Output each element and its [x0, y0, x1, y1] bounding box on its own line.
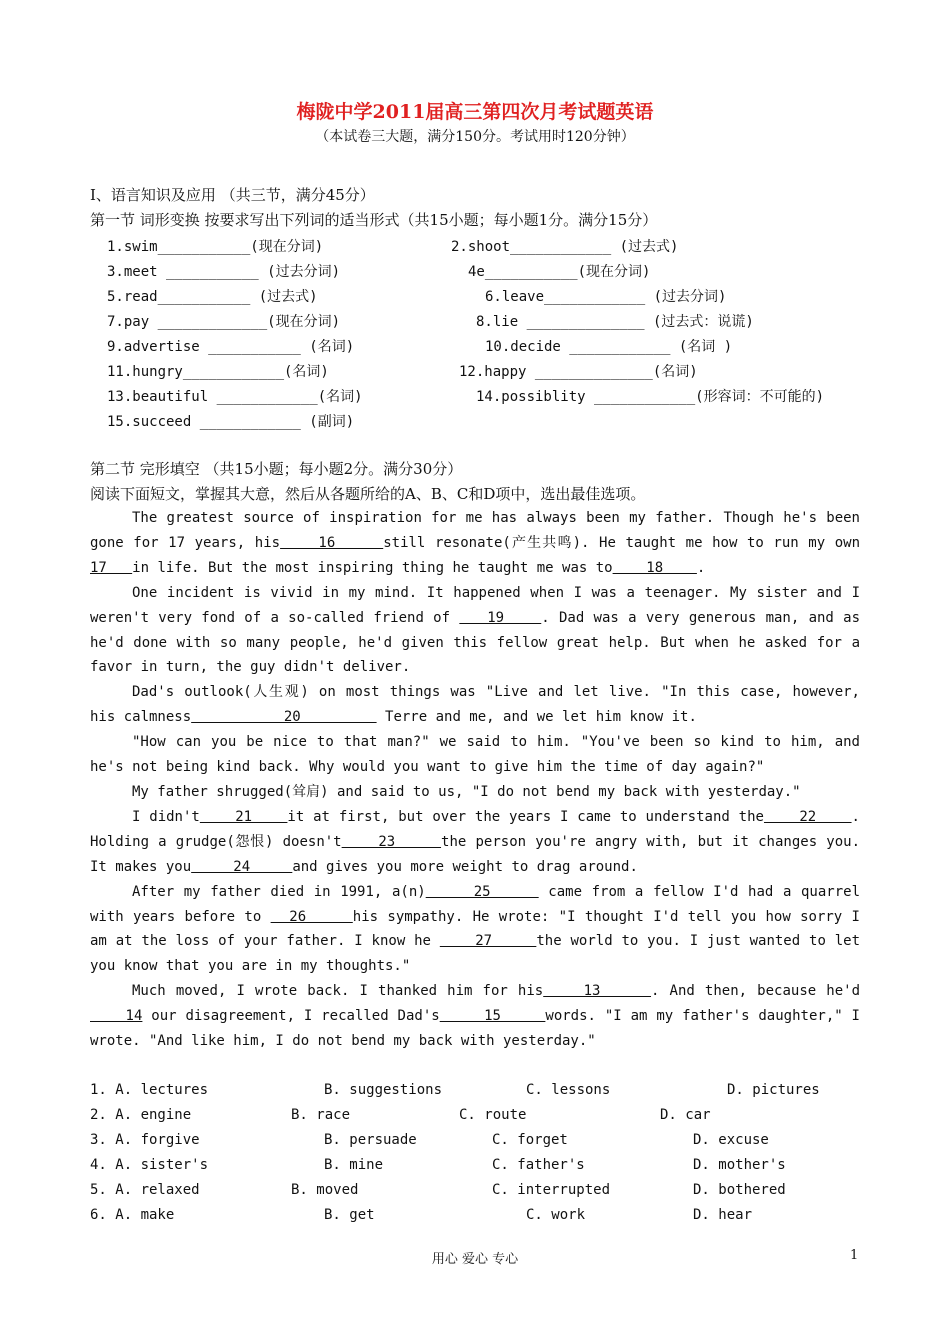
option-a: 3. A. forgive	[90, 1132, 200, 1148]
page-subtitle: （本试卷三大题，满分150分。考试用时120分钟）	[315, 129, 635, 145]
word-item: 4e___________(现在分词)	[468, 264, 651, 280]
word-item: 13.beautiful ____________(名词)	[107, 389, 363, 405]
blank: 19	[459, 609, 542, 626]
blank: 25	[425, 883, 539, 900]
word-item: 15.succeed ____________ (副词)	[107, 414, 355, 430]
option-c: C. interrupted	[492, 1182, 611, 1198]
option-a: 2. A. engine	[90, 1107, 192, 1123]
option-d: D. bothered	[693, 1182, 786, 1198]
passage-paragraph: My father shrugged(耸肩) and said to us, "I do not bend my back with yesterday."	[132, 783, 801, 800]
option-c: C. route	[459, 1107, 527, 1123]
option-d: D. hear	[693, 1207, 753, 1223]
word-item: 2.shoot____________ (过去式)	[451, 239, 679, 255]
page-footer: 用心 爱心 专心	[431, 1252, 519, 1267]
word-item: 9.advertise ___________ (名词)	[107, 339, 355, 355]
page-number: 1	[850, 1248, 859, 1263]
option-a: 1. A. lectures	[90, 1082, 209, 1098]
word-item: 1.swim___________(现在分词)	[107, 239, 324, 255]
option-b: B. suggestions	[324, 1082, 443, 1098]
option-d: D. excuse	[693, 1132, 769, 1148]
blank: 18	[612, 559, 697, 576]
blank: 13	[543, 983, 652, 1000]
option-b: B. moved	[291, 1182, 359, 1198]
word-item: 11.hungry____________(名词)	[107, 364, 329, 380]
option-a: 6. A. make	[90, 1207, 175, 1223]
option-a: 5. A. relaxed	[90, 1182, 200, 1198]
blank: 16	[280, 534, 384, 551]
blank: 26	[270, 908, 353, 925]
page-title: 梅陇中学2011届高三第四次月考试题英语	[296, 101, 654, 123]
blank: 24	[191, 858, 293, 875]
passage-paragraph: After my father died in 1991, a(n) 25 came from a fellow I'd had a quarrel with years before to 26 his sympathy. He wrote: "I thought I'd tell you how sorry I am at the loss of your father. I know he 27 the world to you. I just wanted to let you know that you are in my thoughts."	[90, 883, 861, 975]
option-b: B. get	[324, 1207, 375, 1223]
blank: 14	[90, 1008, 143, 1025]
blank: 22	[763, 808, 852, 825]
option-b: B. persuade	[324, 1132, 417, 1148]
passage-paragraph: The greatest source of inspiration for me has always been my father. Though he's been gone for 17 years, his 16 still resonate(产生共鸣). He taught me how to run my own 17 in life. But the most inspiring thing he taught me was to 18 .	[90, 510, 861, 576]
part2-heading: 第二节 完形填空 （共15小题；每小题2分。满分30分）	[90, 460, 463, 478]
word-item: 6.leave____________ (过去分词)	[485, 289, 727, 305]
blank: 20	[191, 709, 377, 726]
option-c: C. forget	[492, 1132, 568, 1148]
option-c: C. work	[526, 1207, 586, 1223]
word-item: 10.decide ____________ (名词 )	[485, 339, 733, 355]
passage-paragraph: "How can you be nice to that man?" we said to him. "You've been so kind to him, and he's not being kind back. Why would you want to give him the time of day again?"	[90, 734, 860, 776]
option-b: B. mine	[324, 1157, 384, 1173]
passage-paragraph: One incident is vivid in my mind. It happened when I was a teenager. My sister and I weren't very fond of a so-called friend of 19 . Dad was a very generous man, and as he'd done with so many people, he'd given this fellow great help. But when he asked for a favor in turn, the guy didn't deliver.	[90, 584, 861, 676]
word-item: 8.lie ______________ (过去式：说谎)	[476, 314, 754, 330]
blank: 17	[90, 559, 133, 576]
word-item: 12.happy ______________(名词)	[459, 364, 698, 380]
passage-paragraph: Dad's outlook(人生观) on most things was "Live and let live. "In this case, however, his calmness 20 Terre and me, and we let him know it.	[90, 684, 860, 726]
option-d: D. mother's	[693, 1157, 786, 1173]
word-item: 14.possiblity ____________(形容词：不可能的)	[476, 389, 825, 405]
passage-paragraph: Much moved, I wrote back. I thanked him for his 13 . And then, because he'd 14 our disagreement, I recalled Dad's 15 words. "I am my father's daughter," I wrote. "And like him, I do not bend my back with yesterday."	[90, 983, 861, 1050]
blank: 21	[199, 808, 288, 825]
passage	[90, 506, 860, 1054]
part1-heading: 第一节 词形变换 按要求写出下列词的适当形式（共15小题；每小题1分。满分15分）	[90, 211, 658, 229]
blank: 27	[439, 933, 537, 950]
section-heading: Ⅰ、语言知识及应用 （共三节，满分45分）	[90, 186, 375, 204]
option-b: B. race	[291, 1107, 351, 1123]
blank: 15	[439, 1008, 546, 1025]
blank: 23	[341, 833, 442, 850]
option-d: D. car	[660, 1107, 711, 1123]
option-d: D. pictures	[727, 1082, 820, 1098]
option-a: 4. A. sister's	[90, 1157, 209, 1173]
word-item: 5.read___________ (过去式)	[107, 289, 318, 305]
option-c: C. lessons	[526, 1082, 611, 1098]
part2-instruction: 阅读下面短文，掌握其大意，然后从各题所给的A、B、C和D项中，选出最佳选项。	[90, 485, 646, 503]
word-item: 7.pay _____________(现在分词)	[107, 314, 341, 330]
option-c: C. father's	[492, 1157, 585, 1173]
passage-paragraph: I didn't 21 it at first, but over the years I came to understand the 22 . Holding a grudge(怨恨) doesn't 23 the person you're angry with, but it changes you. It makes you 24 and gives you more weight to drag around.	[90, 808, 861, 875]
word-item: 3.meet ___________ (过去分词)	[107, 264, 341, 280]
